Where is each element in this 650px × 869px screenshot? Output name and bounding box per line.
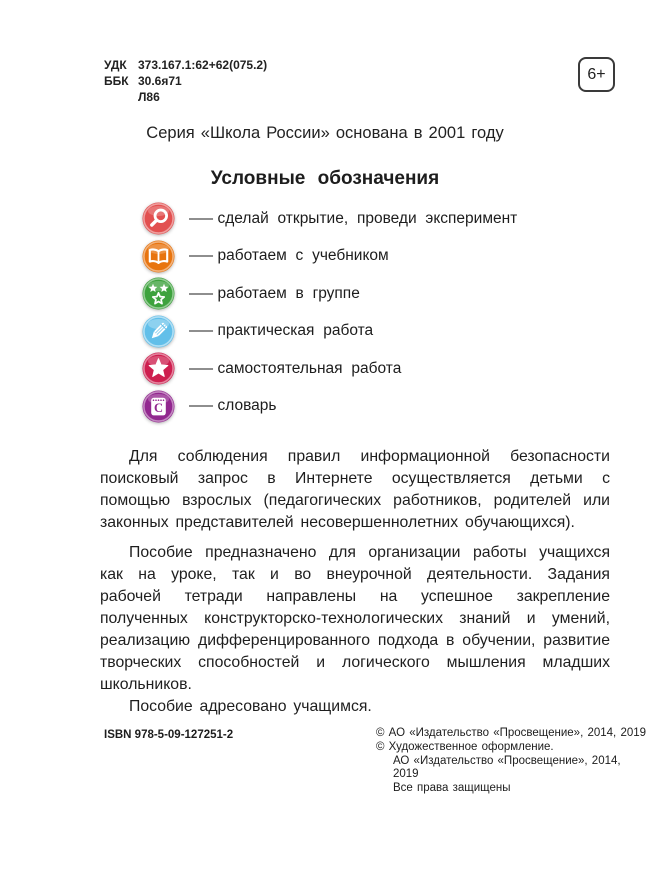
legend-label: работаем с учебником [217,247,389,265]
pencil-icon [142,315,175,348]
copyright-line: Все права защищены [393,782,511,795]
dictionary-icon [142,390,175,423]
magnifier-icon [142,202,175,235]
legend-item [142,390,517,423]
legend-item [142,202,517,235]
legend-label: сделай открытие, проведи эксперимент [217,209,518,227]
legend-dash: — [189,284,214,302]
copyright-line: © АО «Издательство «Просвещение», 2014, 2019 [376,727,647,739]
legend-list [142,202,517,423]
legend-dash: — [189,247,214,265]
bibliographic-codes [104,57,267,105]
legend-title: Условные обозначения [210,168,440,189]
udk-line [104,57,267,73]
udk-value: 373.167.1:62+62(075.2) [138,58,268,72]
age-rating-badge: 6+ [578,57,615,92]
star-icon [142,352,175,385]
bbk-label: ББК [104,74,129,88]
copyright-block [376,727,650,796]
legend-item [142,277,517,310]
body-text [100,446,610,718]
legend-label: самостоятельная работа [217,359,402,377]
book-icon [142,240,175,273]
legend-dash: — [189,209,214,227]
group-stars-icon [142,277,175,310]
legend-dash: — [189,322,214,340]
legend-dash: — [189,397,214,415]
legend-label: словарь [217,397,277,415]
legend-label: работаем в группе [217,284,360,302]
bbk-value: 30.6я71 [138,74,182,88]
paragraph-purpose: Пособие предназначено для организации работы учащихся как на уроке, так и во внеурочной деятельности. Задания рабочей тетради направлены на успешное закрепление полученных конструкторско-технологических знаний и умений, реализацию дифференцированного подхода в обучении, развитие творческих способностей и логического мышления младших школьников. [100,544,610,693]
legend-label: практическая работа [217,322,374,340]
legend-item [142,240,517,273]
paragraph-audience: Пособие адресовано учащимся. [129,698,372,715]
legend-dash: — [189,359,214,377]
dictionary-letter: С [153,400,164,415]
legend-item [142,352,517,385]
isbn: ISBN 978-5-09-127251-2 [104,729,234,741]
author-sign-line [104,89,267,105]
copyright-line: © Художественное оформление. [376,740,554,753]
legend-item [142,315,517,348]
udk-label: УДК [104,58,127,72]
author-sign: Л86 [138,90,160,104]
series-line: Серия «Школа России» основана в 2001 году [146,124,504,142]
bbk-line [104,73,267,89]
copyright-line: АО «Издательство «Просвещение», 2014, 2019 [393,754,621,781]
paragraph-info-security: Для соблюдения правил информационной безопасности поисковый запрос в Интернете осуществляется детьми с помощью взрослых (педагогических работников, родителей или законных представителей несовершеннолетних обучающихся). [100,448,610,531]
